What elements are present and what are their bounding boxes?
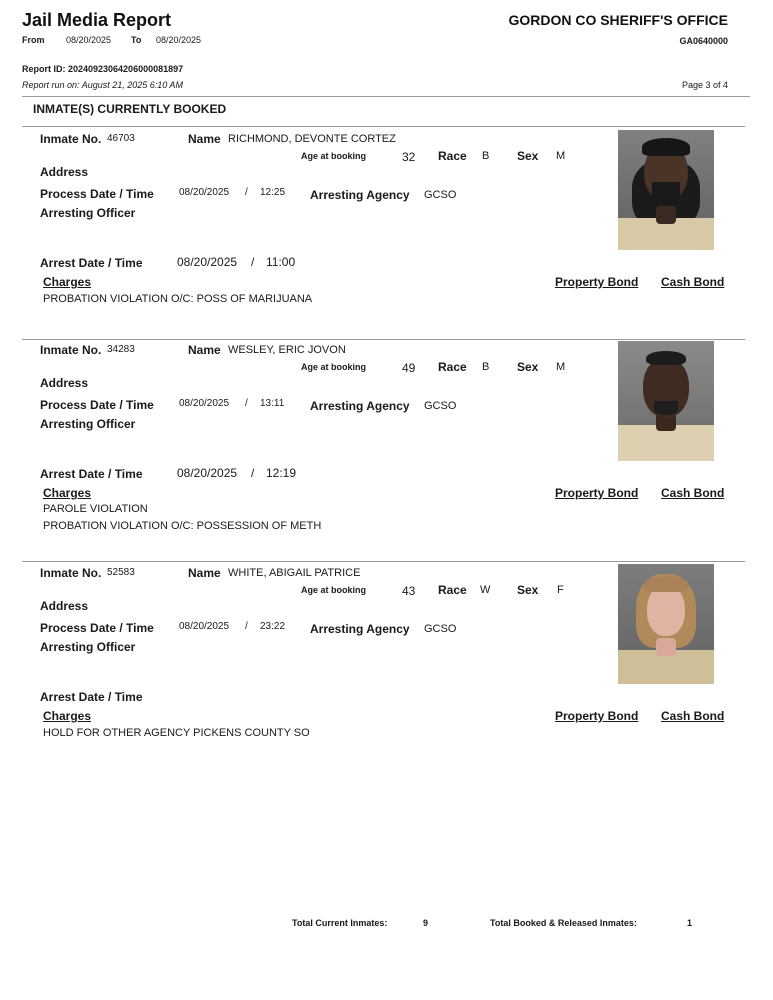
agency-code: GA0640000 xyxy=(679,36,728,46)
slash: / xyxy=(245,398,248,409)
inmate-no: 46703 xyxy=(107,133,135,144)
arrest-time: 11:00 xyxy=(266,255,296,269)
slash: / xyxy=(245,621,248,632)
cash-bond-label: Cash Bond xyxy=(661,709,725,723)
property-bond-label: Property Bond xyxy=(555,709,639,723)
arresting-agency-label: Arresting Agency xyxy=(310,188,410,202)
race-label: Race xyxy=(438,149,467,163)
process-date: 08/20/2025 xyxy=(179,187,230,198)
race-label: Race xyxy=(438,583,467,597)
sex-value: M xyxy=(556,150,566,162)
arresting-officer-label: Arresting Officer xyxy=(40,640,136,654)
charge-item: HOLD FOR OTHER AGENCY PICKENS COUNTY SO xyxy=(43,727,310,739)
race-label: Race xyxy=(438,360,467,374)
age-label: Age at booking xyxy=(301,151,366,161)
property-bond-label: Property Bond xyxy=(555,275,639,289)
charge-item: PROBATION VIOLATION O/C: POSS OF MARIJUANA xyxy=(43,293,313,305)
cash-bond-label: Cash Bond xyxy=(661,486,725,500)
race-value: B xyxy=(482,150,490,162)
to-date: 08/20/2025 xyxy=(156,35,202,45)
age-value: 43 xyxy=(402,584,416,598)
race-value: W xyxy=(480,584,491,596)
report-title: Jail Media Report xyxy=(22,10,172,30)
process-date-label: Process Date / Time xyxy=(40,187,154,201)
report-run-on: Report run on: August 21, 2025 6:10 AM xyxy=(22,80,183,90)
arresting-agency-label: Arresting Agency xyxy=(310,399,410,413)
race-value: B xyxy=(482,361,490,373)
inmate-no: 34283 xyxy=(107,344,135,355)
name-label: Name xyxy=(188,343,221,357)
inmate-name: RICHMOND, DEVONTE CORTEZ xyxy=(228,133,396,145)
report-id: Report ID: 20240923064206000081897 xyxy=(22,64,184,74)
from-label: From xyxy=(22,35,45,45)
charge-item: PROBATION VIOLATION O/C: POSSESSION OF METH xyxy=(43,520,322,532)
sex-value: M xyxy=(556,361,566,373)
agency-name: GORDON CO SHERIFF'S OFFICE xyxy=(508,12,728,28)
header-divider xyxy=(22,96,750,97)
arresting-agency: GCSO xyxy=(424,400,457,412)
inmate-name: WESLEY, ERIC JOVON xyxy=(228,344,346,356)
sex-value: F xyxy=(557,584,564,596)
process-date-label: Process Date / Time xyxy=(40,621,154,635)
charge-item: PAROLE VIOLATION xyxy=(43,503,148,515)
section-divider xyxy=(22,126,745,127)
address-label: Address xyxy=(40,599,89,613)
record-divider xyxy=(22,561,745,562)
sex-label: Sex xyxy=(517,583,539,597)
sex-label: Sex xyxy=(517,360,539,374)
arresting-officer-label: Arresting Officer xyxy=(40,206,136,220)
arrest-date: 08/20/2025 xyxy=(177,255,238,269)
total-booked-released-label: Total Booked & Released Inmates: xyxy=(490,918,637,928)
arresting-agency-label: Arresting Agency xyxy=(310,622,410,636)
charges-label: Charges xyxy=(43,486,92,500)
inmate-name: WHITE, ABIGAIL PATRICE xyxy=(228,567,361,579)
section-title: INMATE(S) CURRENTLY BOOKED xyxy=(33,102,227,116)
inmate-no: 52583 xyxy=(107,567,135,578)
process-time: 23:22 xyxy=(260,621,286,632)
age-label: Age at booking xyxy=(301,362,366,372)
arresting-officer-label: Arresting Officer xyxy=(40,417,136,431)
inmate-no-label: Inmate No. xyxy=(40,343,102,357)
age-value: 32 xyxy=(402,150,416,164)
inmate-photo xyxy=(618,130,714,250)
slash: / xyxy=(251,466,255,480)
arrest-time: 12:19 xyxy=(266,466,297,480)
name-label: Name xyxy=(188,132,221,146)
from-date: 08/20/2025 xyxy=(66,35,112,45)
property-bond-label: Property Bond xyxy=(555,486,639,500)
inmate-photo xyxy=(618,341,714,461)
slash: / xyxy=(251,255,255,269)
inmate-photo xyxy=(618,564,714,684)
process-time: 13:11 xyxy=(260,398,285,409)
name-label: Name xyxy=(188,566,221,580)
process-date-label: Process Date / Time xyxy=(40,398,154,412)
total-booked-released-value: 1 xyxy=(687,918,693,928)
record-divider xyxy=(22,339,745,340)
process-date: 08/20/2025 xyxy=(179,621,230,632)
page-number: Page 3 of 4 xyxy=(681,80,728,90)
address-label: Address xyxy=(40,165,89,179)
arresting-agency: GCSO xyxy=(424,189,457,201)
cash-bond-label: Cash Bond xyxy=(661,275,725,289)
address-label: Address xyxy=(40,376,89,390)
total-current-label: Total Current Inmates: xyxy=(292,918,388,928)
arrest-date-label: Arrest Date / Time xyxy=(40,467,143,481)
inmate-no-label: Inmate No. xyxy=(40,566,102,580)
sex-label: Sex xyxy=(517,149,539,163)
inmate-no-label: Inmate No. xyxy=(40,132,102,146)
arrest-date-label: Arrest Date / Time xyxy=(40,256,143,270)
arrest-date: 08/20/2025 xyxy=(177,466,238,480)
arresting-agency: GCSO xyxy=(424,623,457,635)
process-date: 08/20/2025 xyxy=(179,398,230,409)
total-current-value: 9 xyxy=(423,918,429,928)
arrest-date-label: Arrest Date / Time xyxy=(40,690,143,704)
charges-label: Charges xyxy=(43,275,92,289)
process-time: 12:25 xyxy=(260,187,286,198)
charges-label: Charges xyxy=(43,709,92,723)
age-label: Age at booking xyxy=(301,585,366,595)
to-label: To xyxy=(131,35,142,45)
slash: / xyxy=(245,187,248,198)
age-value: 49 xyxy=(402,361,416,375)
